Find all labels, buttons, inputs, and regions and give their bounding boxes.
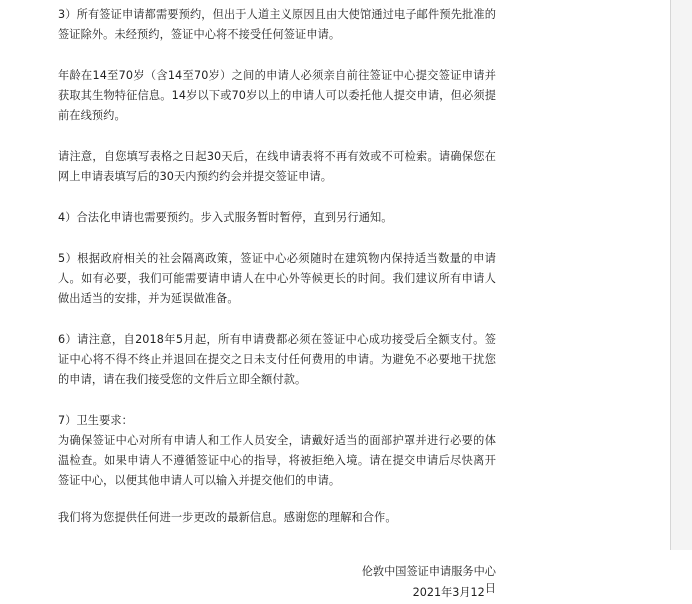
signature: 伦敦中国签证申请服务中心 (361, 565, 496, 578)
notice-date (58, 582, 496, 604)
notice-date-day: 日 (484, 582, 496, 595)
paragraph-hygiene-title: 7）卫生要求： (58, 414, 133, 427)
notice-date-main: 2021年3月12 (412, 586, 485, 599)
scrollbar-track[interactable] (671, 0, 692, 550)
paragraph-form-validity: 请注意，自您填写表格之日起30天后，在线申请表将不再有效或不可检索。请确保您在网上申请表填写后的30天内预约约会并提交签证申请。 (58, 150, 496, 183)
paragraph-age-requirement: 年龄在14至70岁（含14至70岁）之间的申请人必须亲自前往签证中心提交签证申请并获取其生物特征信息。14岁以下或70岁以上的申请人可以委托他人提交申请，但必须提前在线预约。 (58, 69, 496, 122)
paragraph-hygiene-body: 为确保签证中心对所有申请人和工作人员安全，请戴好适当的面部护罩并进行必要的体温检查。如果申请人不遵循签证中心的指导，将被拒绝入境。请在提交申请后尽快离开签证中心，以便其他申请人可以输入并提交他们的申请。 (58, 434, 496, 487)
notice-content (58, 5, 496, 604)
paragraph-social-distancing: 5）根据政府相关的社会隔离政策，签证中心必须随时在建筑物内保持适当数量的申请人。如有必要，我们可能需要请申请人在中心外等候更长的时间。我们建议所有申请人做出适当的安排，并为延误做准备。 (58, 252, 496, 305)
paragraph-closing: 我们将为您提供任何进一步更改的最新信息。感谢您的理解和合作。 (58, 511, 397, 524)
paragraph-legalization: 4）合法化申请也需要预约。步入式服务暂时暂停，直到另行通知。 (58, 211, 393, 224)
paragraph-fees: 6）请注意，自2018年5月起，所有申请费都必须在签证中心成功接受后全额支付。签证中心将不得不终止并退回在提交之日未支付任何费用的申请。为避免不必要地干扰您的申请，请在我们接受您的文件后立即全额付款。 (58, 333, 496, 386)
paragraph-appointment-required: 3）所有签证申请都需要预约，但出于人道主义原因且由大使馆通过电子邮件预先批准的签证除外。未经预约，签证中心将不接受任何签证申请。 (58, 8, 496, 41)
